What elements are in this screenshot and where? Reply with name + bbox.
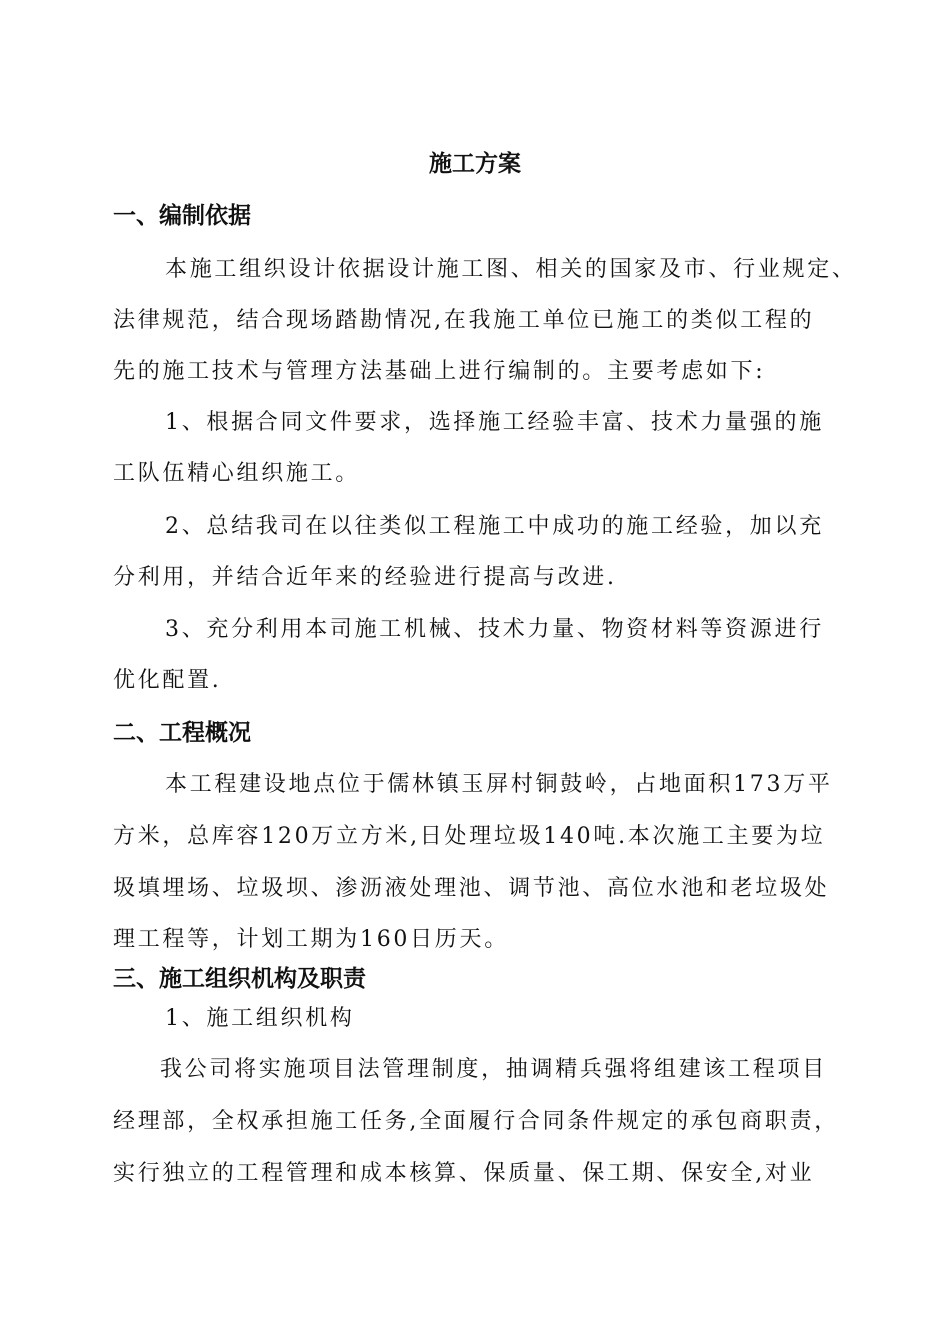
paragraph-line: 理工程等，计划工期为160日历天。 — [113, 927, 509, 952]
section-heading-basis: 一、编制依据 — [113, 203, 251, 229]
list-item-line: 分利用，并结合近年来的经验进行提高与改进. — [113, 565, 617, 590]
paragraph-line: 法律规范，结合现场踏勘情况,在我施工单位已施工的类似工程的 — [113, 308, 815, 333]
paragraph-line: 方米，总库容120万立方米,日处理垃圾140吨.本次施工主要为垃 — [113, 824, 826, 849]
document-title: 施工方案 — [429, 151, 521, 177]
paragraph-line: 圾填埋场、垃圾坝、渗沥液处理池、调节池、高位水池和老垃圾处 — [113, 876, 830, 901]
list-item-line: 优化配置. — [113, 668, 222, 693]
list-item-line: 1、根据合同文件要求，选择施工经验丰富、技术力量强的施 — [165, 410, 824, 435]
paragraph-line: 本施工组织设计依据设计施工图、相关的国家及市、行业规定、 — [165, 257, 857, 282]
subheading-line: 1、施工组织机构 — [165, 1006, 355, 1031]
list-item-line: 3、充分利用本司施工机械、技术力量、物资材料等资源进行 — [165, 617, 824, 642]
section-heading-organization: 三、施工组织机构及职责 — [113, 966, 366, 992]
paragraph-line: 本工程建设地点位于儒林镇玉屏村铜鼓岭，占地面积173万平 — [165, 772, 833, 797]
paragraph-line: 经理部，全权承担施工任务,全面履行合同条件规定的承包商职责， — [113, 1109, 839, 1134]
list-item-line: 工队伍精心组织施工。 — [113, 461, 361, 486]
list-item-line: 2、总结我司在以往类似工程施工中成功的施工经验，加以充 — [165, 514, 824, 539]
paragraph-line: 我公司将实施项目法管理制度，抽调精兵强将组建该工程项目 — [160, 1057, 827, 1082]
section-heading-overview: 二、工程概况 — [113, 720, 251, 746]
paragraph-line: 实行独立的工程管理和成本核算、保质量、保工期、保安全,对业 — [113, 1161, 815, 1186]
paragraph-line: 先的施工技术与管理方法基础上进行编制的。主要考虑如下: — [113, 359, 766, 384]
